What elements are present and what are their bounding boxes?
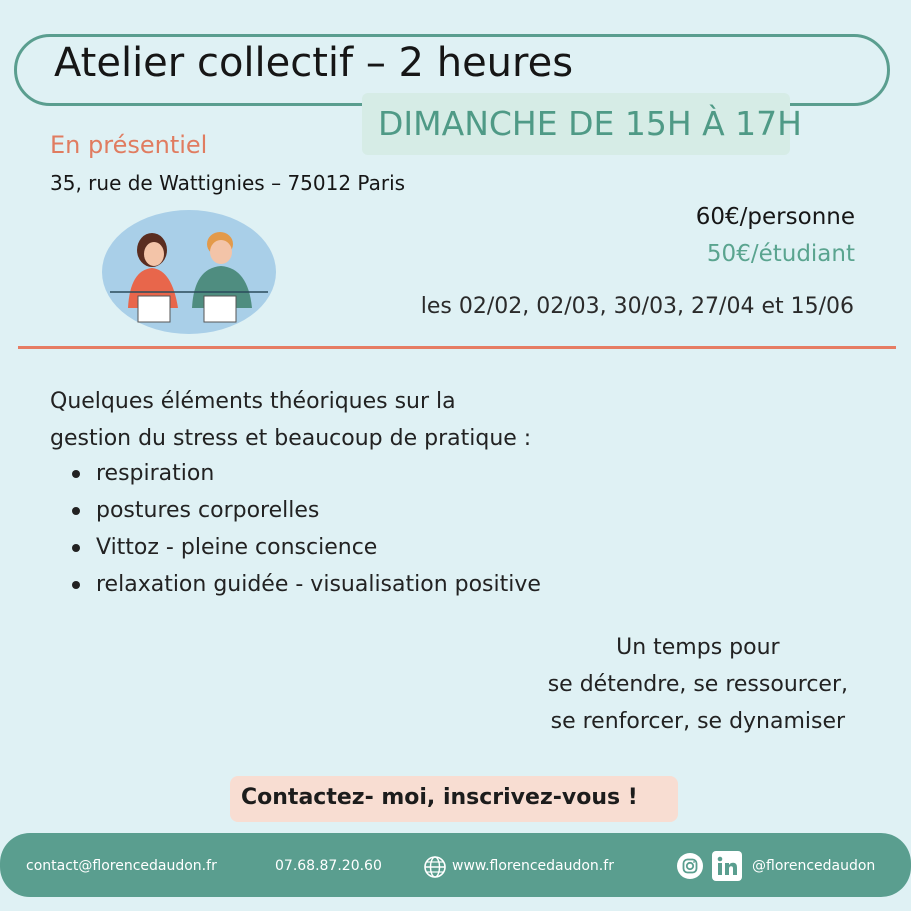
divider <box>18 346 896 349</box>
footer-website[interactable]: www.florencedaudon.fr <box>452 858 614 874</box>
price-student: 50€/étudiant <box>706 241 855 267</box>
footer-email[interactable]: contact@florencedaudon.fr <box>26 858 217 874</box>
description-line: gestion du stress et beaucoup de pratique : <box>50 426 532 451</box>
list-item: respiration <box>70 455 541 492</box>
closing-line: se renforcer, se dynamiser <box>550 709 846 734</box>
list-item: Vittoz - pleine conscience <box>70 529 541 566</box>
description-line: Quelques éléments théoriques sur la <box>50 389 456 414</box>
closing-text <box>548 629 848 740</box>
practice-list <box>70 455 541 603</box>
footer-phone[interactable]: 07.68.87.20.60 <box>275 858 382 874</box>
footer-handle[interactable]: @florencedaudon <box>752 858 876 874</box>
closing-line: Un temps pour <box>616 635 780 660</box>
description-intro <box>50 383 531 457</box>
cta-label[interactable]: Contactez- moi, inscrivez-vous ! <box>241 785 638 810</box>
globe-icon <box>423 855 447 879</box>
linkedin-icon[interactable] <box>712 851 742 881</box>
price-standard: 60€/personne <box>695 204 855 230</box>
address: 35, rue de Wattignies – 75012 Paris <box>50 171 406 195</box>
closing-line: se détendre, se ressourcer, <box>547 672 848 697</box>
students-illustration <box>100 208 278 336</box>
list-item: postures corporelles <box>70 492 541 529</box>
session-dates: les 02/02, 02/03, 30/03, 27/04 et 15/06 <box>420 294 854 319</box>
instagram-icon[interactable] <box>676 852 704 880</box>
location-mode: En présentiel <box>50 131 208 159</box>
page-title: Atelier collectif – 2 heures <box>54 40 574 86</box>
list-item: relaxation guidée - visualisation positive <box>70 566 541 603</box>
schedule-text: DIMANCHE DE 15H À 17H <box>378 104 802 143</box>
